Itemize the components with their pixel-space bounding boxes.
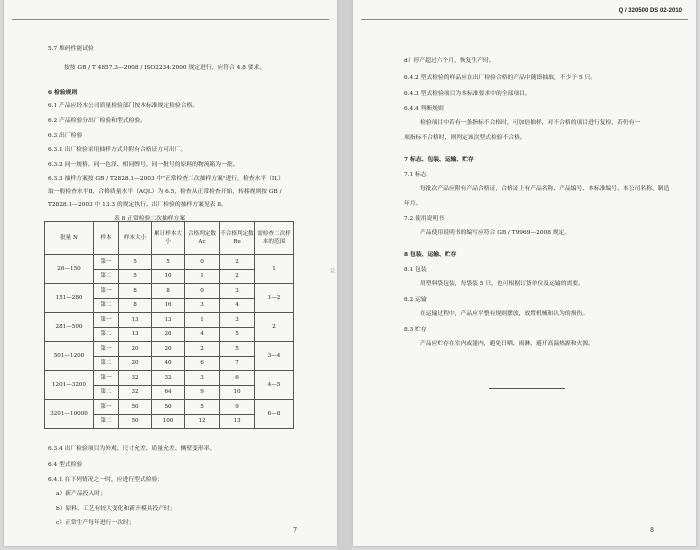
table-cell: 第二 [94, 327, 119, 342]
table-cell: 6 [220, 371, 255, 386]
text-line: b）原料、工艺有较大变化和新开模具投产时； [56, 506, 176, 512]
text-line: 年月。 [404, 201, 422, 207]
table-cell: 5 [220, 327, 255, 342]
table-cell: 6—8 [255, 400, 294, 429]
text-line: 6.3.2 同一规格、同一色泽、相同牌号、同一批号的原料的物流箱为一批。 [48, 162, 239, 168]
table-cell: 8 [119, 284, 152, 299]
table-cell: 第二 [94, 356, 119, 371]
table-cell: 第一 [94, 400, 119, 415]
table-cell: 第二 [94, 385, 119, 400]
header-rule [361, 19, 688, 20]
table-cell: 50 [119, 400, 152, 415]
table-cell: 20 [152, 342, 185, 357]
text-line: 6.4 型式检验 [48, 462, 83, 468]
table-cell: 5 [152, 255, 185, 270]
text-line: a）新产品投入时； [56, 491, 106, 497]
table-cell: 13 [152, 313, 185, 328]
table-cell: 8 [119, 298, 152, 313]
table-row [45, 255, 294, 270]
table-cell: 100 [152, 414, 185, 429]
text-line: 6 检验规则 [48, 90, 78, 96]
table-cell: 3 [220, 284, 255, 299]
table-cell: 第一 [94, 255, 119, 270]
table-cell: 3 [220, 313, 255, 328]
table-cell: 1 [255, 255, 294, 284]
table-cell: 32 [119, 385, 152, 400]
table-cell: 第二 [94, 298, 119, 313]
text-line: 5.7 堆码性能试验 [48, 46, 94, 52]
text-line: 在运输过程中，产品应平整有规则摆放，放置机械和认为的损伤。 [420, 311, 589, 317]
table-header-cell: 不合格判定数 Re [220, 222, 255, 255]
table-cell: 7 [220, 356, 255, 371]
table-cell: 10 [152, 269, 185, 284]
table-row [45, 400, 294, 415]
text-line: 6.3.4 出厂检验项目为外观、尺寸允差、质量允差、侧壁变形率。 [48, 446, 216, 452]
table-cell: 10 [220, 385, 255, 400]
table-cell: 第一 [94, 342, 119, 357]
document-header: Q / 320500 DS 02-2010 [618, 8, 682, 14]
table-cell: 20 [119, 356, 152, 371]
table-cell: 281—500 [45, 313, 94, 342]
table-header-cell: 累计样本大小 [152, 222, 185, 255]
text-line: 8.2 运输 [404, 297, 427, 303]
text-line: 8 包装、运输、贮存 [404, 252, 457, 258]
table-row [45, 284, 294, 299]
table-cell: 50 [152, 400, 185, 415]
table-cell: 1201—3200 [45, 371, 94, 400]
text-line: T2828.1—2003 中 13.3 的规定执行。出厂检验的抽样方案见表 8。 [48, 202, 227, 208]
end-rule [489, 388, 565, 389]
text-line: 6.1 产品应经本公司质量检验部门按本标准规定检验合格。 [48, 103, 199, 109]
table-cell: 12 [185, 414, 220, 429]
table-row [45, 342, 294, 357]
table-cell: 16 [152, 298, 185, 313]
table-body [45, 255, 294, 429]
table-cell: 13 [119, 327, 152, 342]
table-cell: 20 [119, 342, 152, 357]
table-header-cell: 合格判定数 Ac [185, 222, 220, 255]
text-line: 7.2 使用说明书 [404, 216, 445, 222]
text-line: 6.3 出厂检验 [48, 133, 83, 139]
table-cell: 4 [185, 327, 220, 342]
table-cell: 151—280 [45, 284, 94, 313]
table-cell: 5 [185, 400, 220, 415]
text-line: 6.2 产品检验分出厂检验和型式检验。 [48, 118, 147, 124]
table-cell: 2 [255, 313, 294, 342]
table-header-cell: 需检查二次样本的范围 [255, 222, 294, 255]
text-line: 6.4.3 型式检验项目为本标准要求中的全部项目。 [404, 91, 531, 97]
table-cell: 第二 [94, 414, 119, 429]
table-header-cell: 样本 [94, 222, 119, 255]
text-line: 6.4.2 型式检验的样品应在出厂检验合格的产品中随即抽取，不少于 5 只。 [404, 75, 597, 81]
left-page [4, 0, 337, 546]
table-cell: 2 [185, 342, 220, 357]
table-cell: 第一 [94, 371, 119, 386]
text-line: 8.1 包装 [404, 267, 427, 273]
book-gutter [338, 0, 352, 550]
table-cell: 32 [119, 371, 152, 386]
table-cell: 3 [185, 298, 220, 313]
table-cell: 32 [152, 371, 185, 386]
table-cell: 40 [152, 356, 185, 371]
table-cell: 50 [119, 414, 152, 429]
text-line: 6.3.3 抽样方案按 GB / T2828.1—2003 中"正常检查二次抽样方案"进行，检查水平（IL） [48, 176, 284, 182]
table-cell: 4 [220, 298, 255, 313]
text-line: 用塑料袋包装，每袋装 5 只，也可根据订货单位及运输的需要。 [420, 281, 584, 287]
table-cell: 26 [152, 327, 185, 342]
table-cell: 0 [185, 284, 220, 299]
table-cell: 4—5 [255, 371, 294, 400]
text-line: d）停产超过六个月，恢复生产时。 [404, 58, 495, 64]
table-cell: 26—150 [45, 255, 94, 284]
table-cell: 第一 [94, 313, 119, 328]
page-number-right: 8 [650, 527, 654, 534]
table-cell: 9 [220, 400, 255, 415]
table-cell: 5 [119, 255, 152, 270]
sampling-plan-table [44, 221, 294, 429]
table-cell: 2 [220, 269, 255, 284]
table-cell: 501—1200 [45, 342, 94, 371]
text-line: 7 标志、包装、运输、贮存 [404, 157, 474, 163]
table-cell: 1 [185, 269, 220, 284]
table-cell: 3 [185, 371, 220, 386]
table-header-cell: 批量 N [45, 222, 94, 255]
table-row [45, 371, 294, 386]
text-line: 6.4.4 判断规则 [404, 106, 444, 112]
text-line: 每批次产品应附有产品合格证，合格证上有产品名称、产品编号、本标准编号、本公司名称、制造 [420, 186, 670, 192]
table-caption: 表 8 正常检验二次抽样方案 [114, 216, 186, 222]
right-page [353, 0, 696, 546]
table-cell: 1 [185, 313, 220, 328]
table-cell: 3—4 [255, 342, 294, 371]
table-cell: 5 [220, 342, 255, 357]
table-cell: 2 [220, 255, 255, 270]
table-cell: 6 [185, 356, 220, 371]
table-cell: 0 [185, 255, 220, 270]
text-line: 6.4.1 在下列情况之一时，应进行型式检验： [48, 477, 164, 483]
text-line: 按按 GB / T 4857.3—2008 / ISO2234:2000 规定进行，应符合 4.8 要求。 [64, 65, 266, 71]
text-line: 7.1 标志 [404, 172, 427, 178]
table-cell: 第二 [94, 269, 119, 284]
text-line: c）正常生产每年进行一次时； [56, 520, 135, 526]
text-line: 产品应贮存在室内或篷内，避免日晒、雨淋、避开高温热源和火源。 [420, 341, 594, 347]
table-cell: 13 [119, 313, 152, 328]
table-header-cell: 样本大小 [119, 222, 152, 255]
text-line: 6.3.1 出厂检验采用抽样方式并附有合格证方可出厂。 [48, 147, 187, 153]
text-line: 项指标不合格时，则判定该次型式检验不合格。 [404, 135, 526, 141]
table-cell: 13 [220, 414, 255, 429]
table-cell: 5 [119, 269, 152, 284]
table-cell: 1—2 [255, 284, 294, 313]
binding-mark: 装 [329, 268, 335, 273]
text-line: 取一般检查水平Ⅱ，合格质量水平（AQL）为 6.5，检查从正常检查开始，转移规则按 GB / [48, 189, 282, 195]
page-number-left: 7 [293, 527, 297, 534]
text-line: 8.3 贮存 [404, 327, 427, 333]
table-cell: 64 [152, 385, 185, 400]
table-header-row [45, 222, 294, 255]
table-cell: 8 [152, 284, 185, 299]
table-row [45, 313, 294, 328]
table-cell: 9 [185, 385, 220, 400]
header-rule [12, 19, 329, 20]
table-cell: 第一 [94, 284, 119, 299]
text-line: 检验项目中若有一条指标不合格时，可加倍抽样，对不合格的项目进行复检，若仍有一 [420, 120, 641, 126]
table-cell: 3201—10000 [45, 400, 94, 429]
text-line: 产品使用说明书的编写应符合 GB / T9969—2008 规定。 [420, 230, 571, 236]
